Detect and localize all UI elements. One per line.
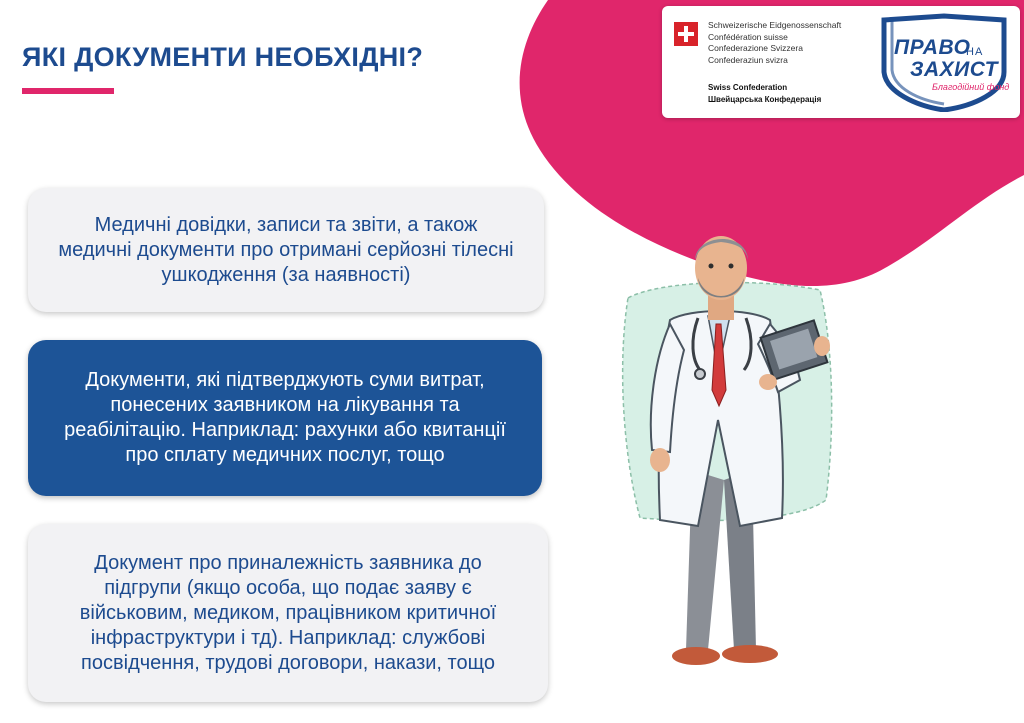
swiss-name-rm: Confederaziun svizra xyxy=(708,54,788,65)
doctor-illustration xyxy=(600,220,860,680)
pravo-logo-na: НА xyxy=(966,46,984,58)
card-text: Медичні довідки, записи та звіти, а також медичні документи про отримані серйозні тілесні ушкодження (за наявності) xyxy=(58,213,514,286)
title-underline xyxy=(22,88,114,94)
swiss-name-it: Confederazione Svizzera xyxy=(708,43,803,53)
document-card-subgroup xyxy=(28,524,548,702)
page-title: ЯКІ ДОКУМЕНТИ НЕОБХІДНІ? xyxy=(22,42,424,72)
document-card-expenses xyxy=(28,340,542,496)
swiss-name-en: Swiss Confederation xyxy=(708,83,788,92)
swiss-confederation-translations xyxy=(708,82,821,106)
swiss-name-de: Schweizerische Eidgenossenschaft xyxy=(708,20,842,30)
pravo-logo-subtitle: Благодійний фонд xyxy=(932,82,1010,92)
card-text: Документ про приналежність заявника до підгрупи (якщо особа, що подає заяву є військовим, медиком, працівником критичної інфраструктури і тд). Наприклад: службові посвідчення, трудові договори, накази, тощо xyxy=(79,551,497,674)
partner-logos xyxy=(662,6,1020,118)
pravo-logo-line1: ПРАВО xyxy=(894,36,971,59)
swiss-flag-icon xyxy=(674,22,698,46)
card-text: Документи, які підтверджують суми витрат, понесених заявником на лікування та реабілітацію. Наприклад: рахунки або квитанції про сплату медичних послуг, тощо xyxy=(64,369,506,466)
swiss-confederation-names xyxy=(708,20,841,66)
swiss-name-fr: Confédération suisse xyxy=(708,31,788,42)
document-card-medical-records xyxy=(28,188,544,312)
swiss-name-uk: Швейцарська Конфедерація xyxy=(708,95,822,104)
pravo-logo-line2: ЗАХИСТ xyxy=(910,58,998,81)
